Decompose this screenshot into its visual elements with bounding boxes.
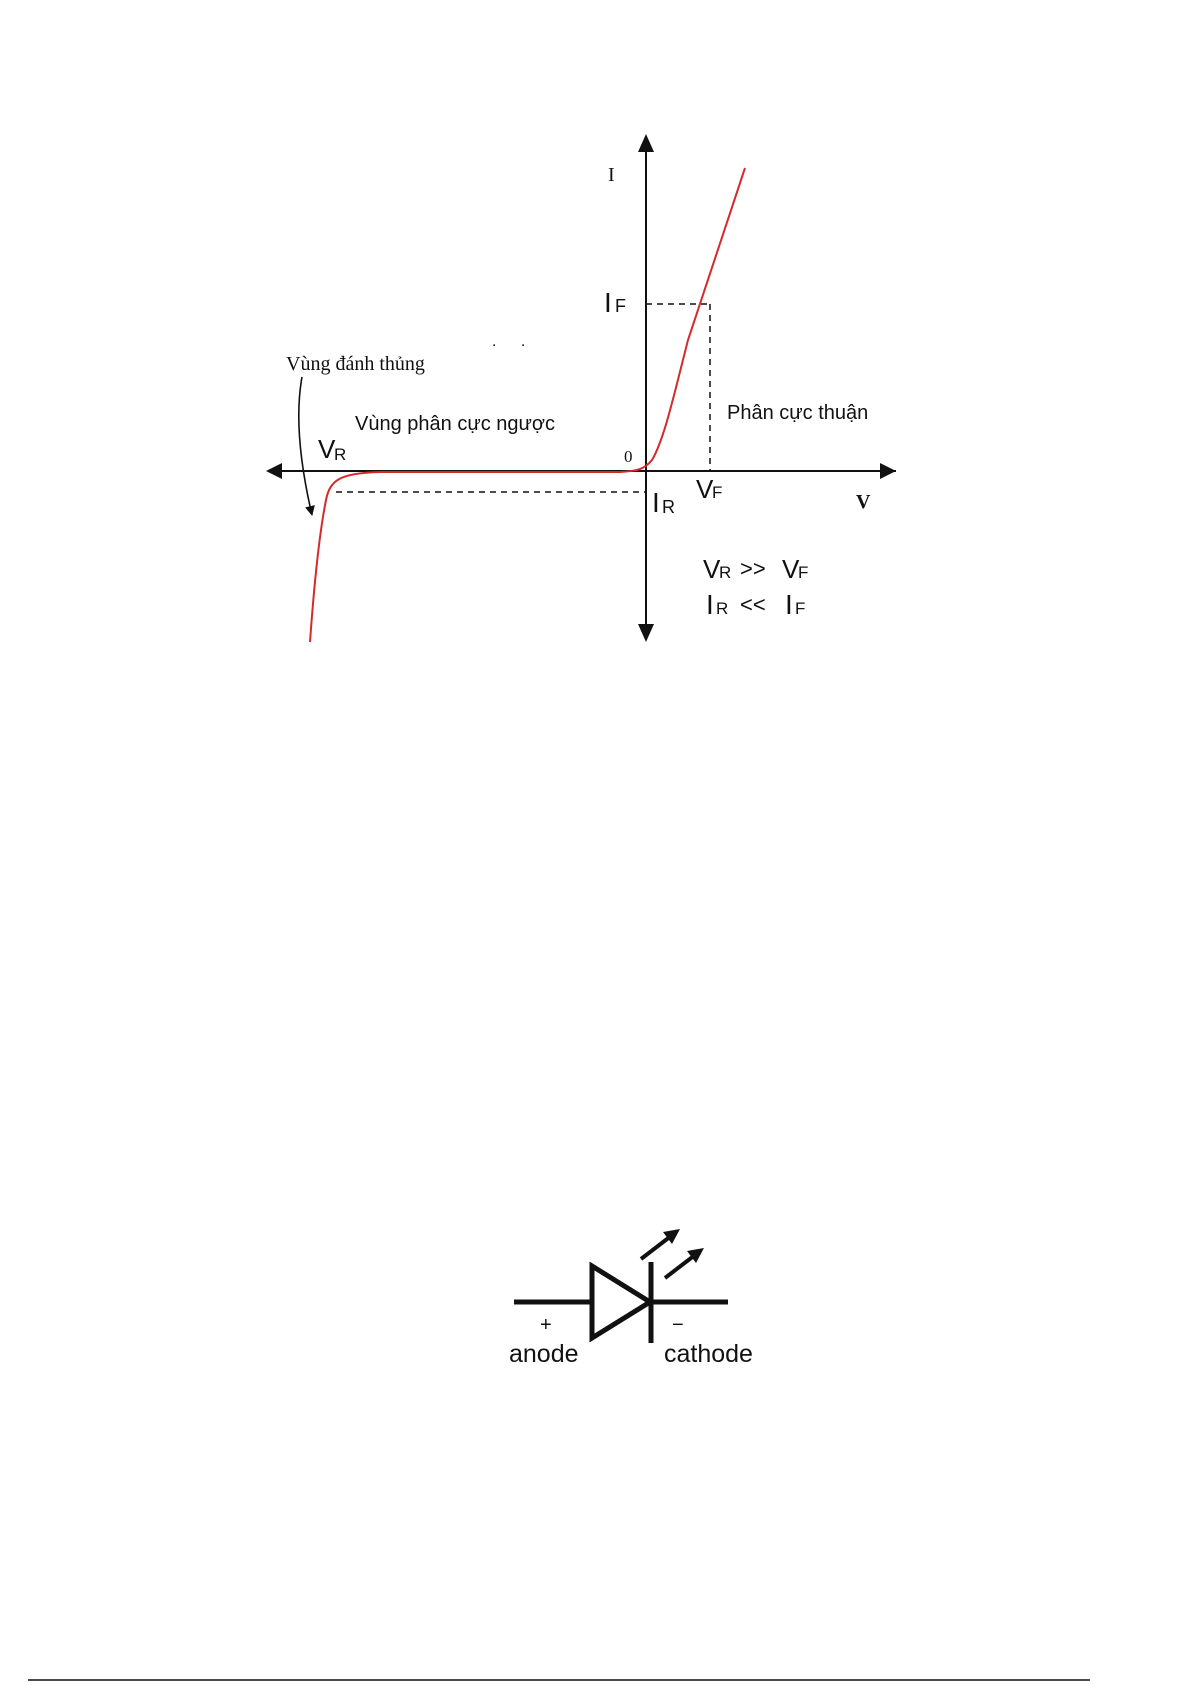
breakdown-pointer-arrow — [299, 377, 312, 515]
current-axis-arrow-up — [638, 134, 654, 152]
anode-label: anode — [509, 1340, 579, 1368]
voltage-axis-arrow-right — [880, 463, 896, 479]
breakdown-region-label: Vùng đánh thủng — [286, 353, 425, 375]
diode-triangle — [592, 1266, 650, 1338]
svg-text:I: I — [785, 589, 793, 620]
vr-label — [318, 434, 346, 464]
svg-text:<<: << — [740, 592, 766, 617]
stray-marks: . . — [492, 333, 536, 350]
svg-text:F: F — [795, 599, 806, 618]
svg-text:R: R — [334, 445, 347, 464]
current-axis-label: I — [608, 164, 615, 186]
svg-text:I: I — [706, 589, 714, 620]
ir-label — [652, 487, 675, 518]
led-symbol — [509, 1229, 753, 1368]
origin-label: 0 — [624, 447, 633, 466]
cathode-minus-sign: − — [672, 1314, 684, 1336]
svg-text:F: F — [712, 483, 723, 502]
svg-text:R: R — [719, 563, 732, 582]
svg-text:V: V — [696, 474, 714, 504]
svg-text:>>: >> — [740, 556, 766, 581]
cathode-label: cathode — [664, 1340, 753, 1368]
svg-text:R: R — [716, 599, 729, 618]
vf-label — [696, 474, 722, 504]
reverse-bias-region-label: Vùng phân cực ngược — [355, 413, 556, 435]
svg-text:F: F — [615, 296, 626, 316]
svg-text:V: V — [782, 554, 800, 584]
relation-vr-vf — [703, 554, 808, 584]
svg-text:V: V — [703, 554, 721, 584]
if-label — [604, 287, 626, 318]
svg-text:R: R — [662, 497, 675, 517]
svg-text:I: I — [604, 287, 612, 318]
voltage-axis-arrow-left — [266, 463, 282, 479]
iv-diagram — [266, 134, 896, 642]
relation-ir-if — [706, 589, 805, 620]
voltage-axis-label: V — [856, 491, 871, 513]
current-axis-arrow-down — [638, 624, 654, 642]
iv-curve — [310, 168, 745, 642]
svg-text:F: F — [798, 563, 809, 582]
forward-bias-region-label: Phân cực thuận — [727, 402, 869, 424]
anode-plus-sign: + — [540, 1314, 552, 1336]
svg-text:V: V — [318, 434, 336, 464]
svg-text:I: I — [652, 487, 660, 518]
